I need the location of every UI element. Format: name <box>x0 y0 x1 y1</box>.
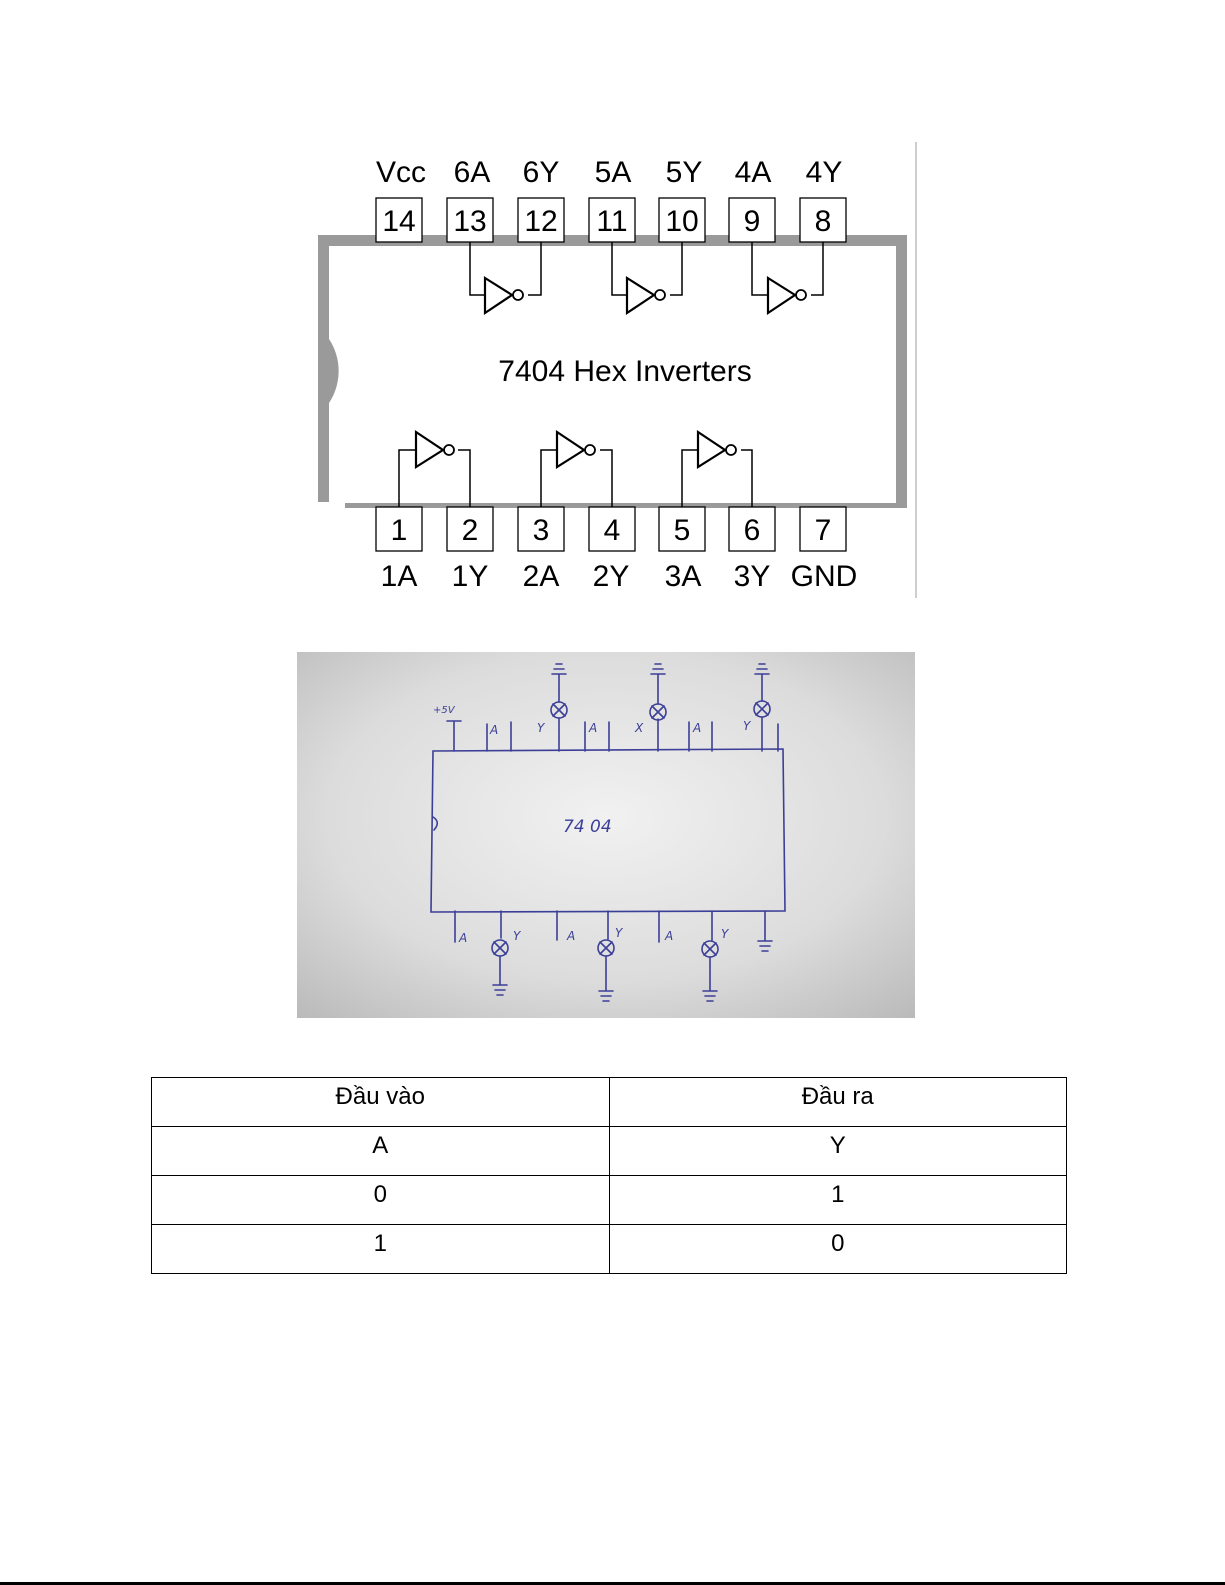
pin-label: 2Y <box>592 560 630 593</box>
svg-text:A: A <box>665 929 674 943</box>
table-cell: 0 <box>152 1176 610 1225</box>
svg-text:1: 1 <box>390 514 408 547</box>
svg-text:2: 2 <box>461 514 479 547</box>
table-row <box>152 1225 1067 1274</box>
svg-text:A: A <box>567 929 576 943</box>
svg-text:3: 3 <box>532 514 550 547</box>
pin-14 <box>376 156 426 242</box>
bottom-pins <box>376 507 857 593</box>
table-row <box>152 1127 1067 1176</box>
inverter-gate-5 <box>612 242 682 313</box>
truth-table <box>151 1077 1067 1274</box>
pin-label: 4A <box>734 156 772 189</box>
svg-text:5: 5 <box>673 514 691 547</box>
svg-text:Y: Y <box>537 721 545 735</box>
pin-label: 5Y <box>665 156 703 189</box>
svg-text:Y: Y <box>615 926 623 940</box>
svg-text:A: A <box>459 931 468 945</box>
pin-3 <box>518 507 564 593</box>
table-cell: 0 <box>609 1225 1067 1274</box>
inverter-gate-2 <box>541 432 612 507</box>
pin-1 <box>376 507 422 593</box>
svg-text:9: 9 <box>743 205 761 238</box>
pin-label: Vcc <box>375 156 427 189</box>
pin-13 <box>447 156 493 242</box>
inverter-gate-1 <box>399 432 470 507</box>
pin-label: GND <box>790 560 858 593</box>
pin-label: 3A <box>664 560 702 593</box>
table-header-cell: Đầu vào <box>152 1078 610 1127</box>
svg-text:X: X <box>635 721 644 735</box>
pin-label: 6A <box>453 156 491 189</box>
svg-text:4: 4 <box>603 514 621 547</box>
table-row <box>152 1176 1067 1225</box>
svg-text:Y: Y <box>743 719 751 733</box>
table-header-row <box>152 1078 1067 1127</box>
svg-text:A: A <box>693 721 702 735</box>
table-cell: Y <box>609 1127 1067 1176</box>
svg-text:8: 8 <box>814 205 832 238</box>
svg-text:Y: Y <box>721 927 729 941</box>
ic-title: 7404 Hex Inverters <box>498 355 752 388</box>
inverter-gate-3 <box>682 432 752 507</box>
ic-7404-pinout-diagram <box>300 140 920 602</box>
pin-11 <box>589 156 635 242</box>
svg-text:A: A <box>589 721 598 735</box>
pin-label: 5A <box>594 156 632 189</box>
pin-label: 1A <box>380 560 418 593</box>
pin-2 <box>447 507 493 593</box>
pin-5 <box>659 507 705 593</box>
svg-text:11: 11 <box>596 205 628 238</box>
svg-text:A: A <box>490 723 499 737</box>
inverter-gate-6 <box>470 242 541 313</box>
pin-10 <box>659 156 705 242</box>
table-cell: 1 <box>609 1176 1067 1225</box>
pin-9 <box>729 156 775 242</box>
pin-6 <box>729 507 775 593</box>
sketch-chip-label: 74 04 <box>563 817 612 837</box>
top-pins <box>376 156 846 242</box>
pin-label: 4Y <box>805 156 843 189</box>
svg-text:Y: Y <box>513 929 521 943</box>
svg-text:6: 6 <box>743 514 761 547</box>
svg-text:13: 13 <box>453 205 487 238</box>
pin-12 <box>518 156 564 242</box>
svg-text:12: 12 <box>524 205 558 238</box>
table-cell: 1 <box>152 1225 610 1274</box>
svg-text:7: 7 <box>814 514 832 547</box>
pin-4 <box>589 507 635 593</box>
inverter-gate-4 <box>752 242 823 313</box>
svg-text:14: 14 <box>382 205 416 238</box>
pin-label: 2A <box>522 560 560 593</box>
pin-label: 3Y <box>733 560 771 593</box>
pin-7 <box>791 507 858 593</box>
pin-label: 6Y <box>522 156 560 189</box>
table-header-cell: Đầu ra <box>609 1078 1067 1127</box>
sketch-supply-label: +5V <box>433 705 455 716</box>
pin-label: 1Y <box>451 560 489 593</box>
pin-8 <box>800 156 846 242</box>
table-cell: A <box>152 1127 610 1176</box>
svg-text:10: 10 <box>665 205 699 238</box>
hand-drawn-circuit-photo <box>297 652 915 1018</box>
